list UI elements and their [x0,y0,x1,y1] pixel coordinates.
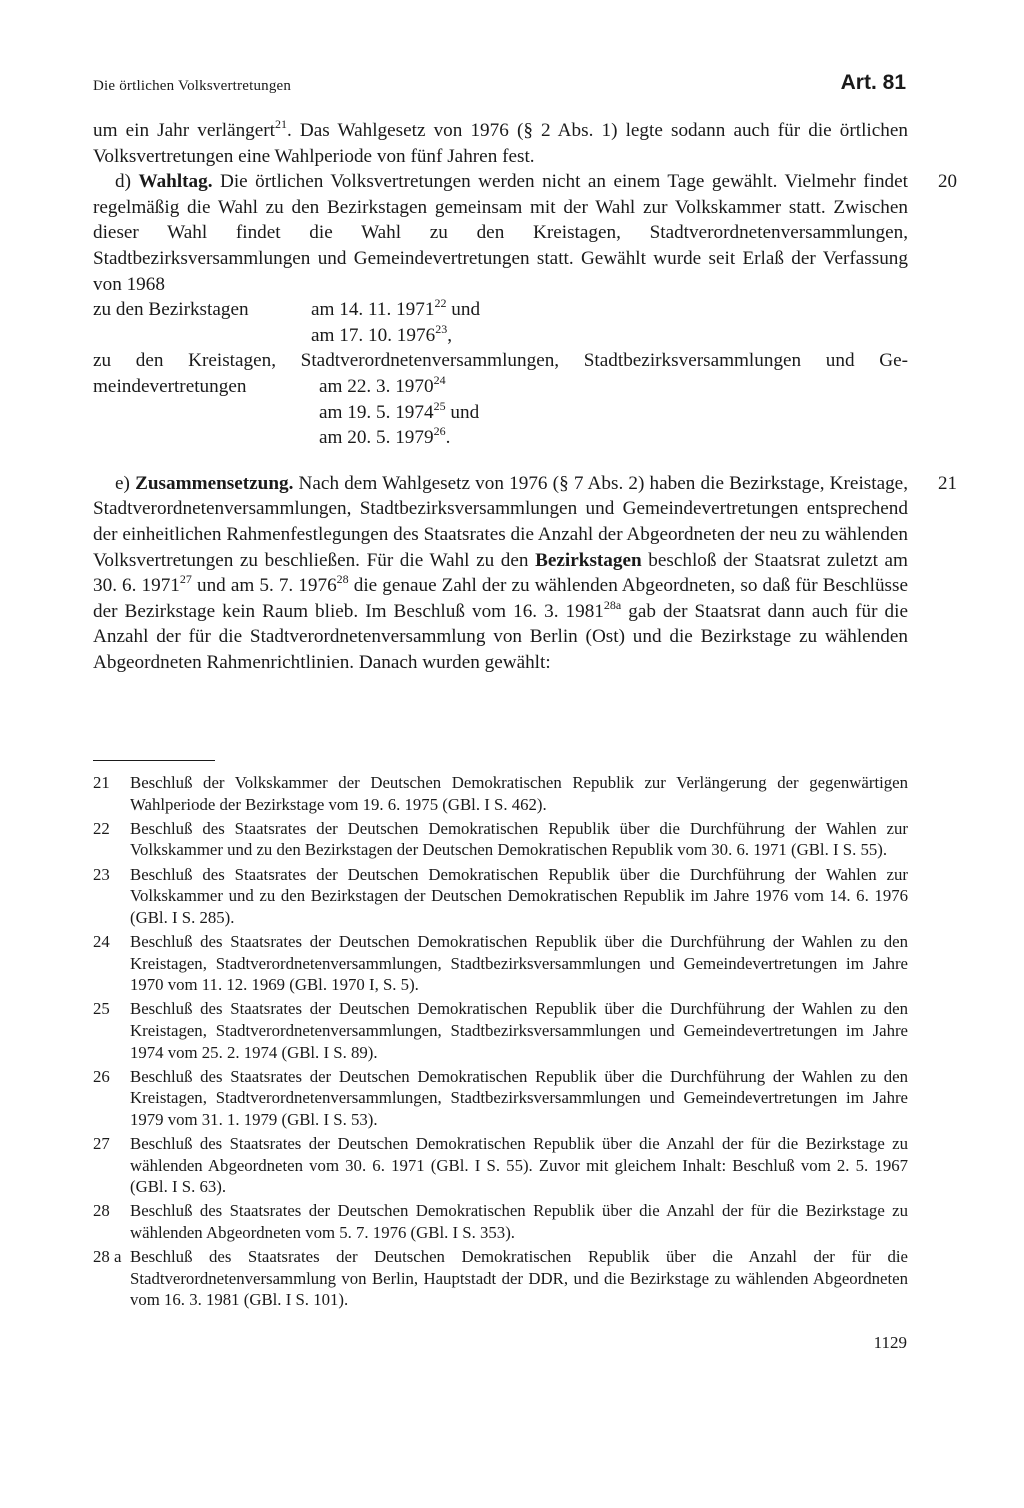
section-zusammensetzung [93,471,957,676]
page-number: 1129 [873,1333,907,1352]
kreis-line: zu den Kreistagen, Stadtverordnetenversammlungen, Stadtbezirksversammlungen und Ge- [93,350,908,372]
footnote-ref-28a: 28a [603,597,622,612]
margin-number-21: 21 [938,472,957,494]
footnote-ref-28: 28 [336,572,349,587]
footnote: 27 Beschluß des Staatsrates der Deutschen Demokratischen Republik über die Anzahl der für die Bezirkstage zu wählenden Abgeordneten vom 30. 6. 1971 (GBl. I S. 55). Zuvor mit gleichem Inhalt: Beschluß vom 2. 5. 1967 (GBl. I S. 63). [93,1134,908,1197]
paragraph-wahlperiode: um ein Jahr verlängert$^{21}$. Das Wahlgesetz von 1976 (§ 2 Abs. 1) legte sodann auch für die örtlichen Volksvertretungen eine Wahlperiode von fünf Jahren fest. [93,117,908,167]
kreis-dates-row [93,374,908,451]
heading-wahltag: Wahltag. [138,171,213,193]
bold-term-bezirkstagen: Bezirkstagen [535,549,642,571]
paragraph-wahltag: d) Wahltag. Die örtlichen Volksvertretungen werden nicht an einem Tage gewählt. Vielmehr findet regelmäßig die Wahl zu den Bezirkstagen gemeinsam mit der Wahl zur Volkskammer statt. Zwischen dieser Wahl findet die Wahl zu den Kreistagen, Stadtverordnetenversammlungen, Stadtbezirksversammlungen und Gemeindevertretungen statt. Gewählt wurde seit Erlaß der Verfassung von 1968 [93,171,908,295]
margin-number-20: 20 [938,171,957,193]
paragraph-zusammensetzung: e) Zusammensetzung. Nach dem Wahlgesetz von 1976 (§ 7 Abs. 2) haben die Bezirkstage, Kreistage, Stadtverordnetenversammlungen, Stadtbezirksversammlungen und Gemeindevertretungen entsprechend der einheitlichen Rahmenfestlegungen des Staatsrates die Anzahl der Abgeordneten der neu zu wählenden Volksvertretungen zu beschließen. Für die Wahl zu den Bezirkstagen beschloß der Staatsrat zuletzt am 30. 6. 1971$^{27}$ und am 5. 7. 1976$^{28}$ die genaue Zahl der zu wählenden Abgeordneten, so daß für Beschlüsse der Bezirkstage kein Raum blieb. Im Beschluß vom 16. 3. $1981^{28a}$ gab der Staatsrat dann auch für die Anzahl der für die Stadtverordnetenversammlung von Berlin (Ost) und die Bezirkstage zu wählenden Abgeordneten Rahmenrichtlinien. Danach wurden gewählt: [93,472,908,673]
footnote: 24 Beschluß des Staatsrates der Deutschen Demokratischen Republik über die Durchführung der Wahlen zu den Kreistagen, Stadtverordnetenversammlungen, Stadtbezirksversammlungen und Gemeindevertretungen im Jahre 1970 vom 11. 12. 1969 (GBl. 1970 I, S. 5). [93,931,908,995]
footnote: 22 Beschluß des Staatsrates der Deutschen Demokratischen Republik über die Durchführung der Wahlen zur Volkskammer und zu den Bezirkstagen der Deutschen Demokratischen Republik vom 30. 6. 1971 (GBl. I S. 55). [93,818,908,860]
date-line: am 17. 10. 1976$^{23}$, [311,321,452,346]
bezirk-label: zu den Bezirkstagen [93,299,249,321]
heading-zusammensetzung: Zusammensetzung. [135,472,294,494]
date-line: am 19. 5. 1974$^{25}$ und [319,398,480,423]
kreis-label: meindevertretungen [93,375,247,397]
footnote: 21 Beschluß der Volkskammer der Deutschen Demokratischen Republik zur Verlängerung der gegenwärtigen Wahlperiode der Bezirkstage vom 19. 6. 1975 (GBl. I S. 462). [93,773,908,814]
date-line: am 14. 11. 1971$^{22}$ und [311,296,481,321]
date-line: am 20. 5. 1979$^{26}$. [319,424,451,449]
footnotes [93,772,908,1314]
footnote: 28 a Beschluß des Staatsrates der Deutschen Demokratischen Republik über die Anzahl der für die Stadtverordnetenversammlung von Berlin, Hauptstadt der DDR, und die Bezirkstage zu wählenden Abgeordneten vom 16. 3. 1981 (GBl. I S. 101). [93,1247,908,1310]
section-wahltag [93,169,957,451]
main-text [93,117,957,675]
footnote: 25 Beschluß des Staatsrates der Deutschen Demokratischen Republik über die Durchführung der Wahlen zu den Kreistagen, Stadtverordnetenversammlungen, Stadtbezirksversammlungen und Gemeindevertretungen im Jahre 1974 vom 25. 2. 1974 (GBl. I S. 89). [93,999,908,1062]
footnote: 26 Beschluß des Staatsrates der Deutschen Demokratischen Republik über die Durchführung der Wahlen zu den Kreistagen, Stadtverordnetenversammlungen, Stadtbezirksversammlungen und Gemeindevertretungen im Jahre 1979 vom 31. 1. 1979 (GBl. I S. 53). [93,1066,908,1129]
date-line: am 22. 3. 1970$^{24}$ [319,372,446,397]
footnote-divider [93,760,215,761]
bezirk-dates [311,297,480,348]
bezirk-dates-row [93,297,908,348]
footnote: 28 Beschluß des Staatsrates der Deutschen Demokratischen Republik über die Anzahl der für die Bezirkstage zu wählenden Abgeordneten vom 5. 7. 1976 (GBl. I S. 353). [93,1201,908,1243]
article-number: Art. 81 [840,71,906,94]
kreis-dates [319,374,479,451]
running-header-title: Die örtlichen Volksvertretungen [93,78,292,94]
footnote-ref-27: 27 [179,572,192,587]
footnote: 23 Beschluß des Staatsrates der Deutschen Demokratischen Republik über die Durchführung der Wahlen zur Volkskammer und zu den Bezirkstagen der Deutschen Demokratischen Republik im Jahre 1976 vom 14. 6. 1976 (GBl. I S. 285). [93,864,908,927]
footnote-ref-21: 21 [275,117,288,131]
